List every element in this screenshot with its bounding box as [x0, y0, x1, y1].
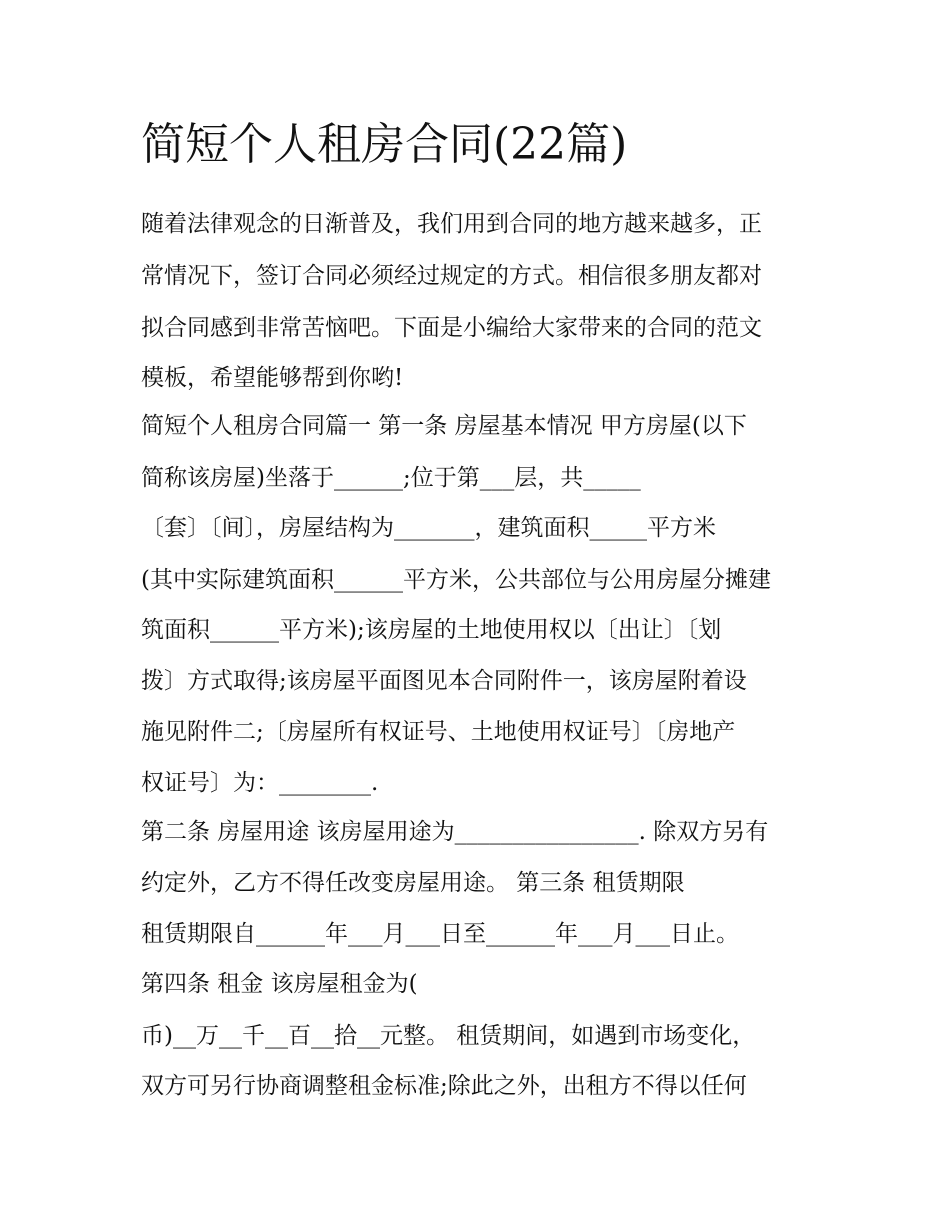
text-line: 权证号〕为：________. [141, 770, 379, 796]
text-line: 双方可另行协商调整租金标准;除此之外，出租方不得以任何 [141, 1073, 747, 1099]
text-line: 〔套〕〔间〕，房屋结构为_______，建筑面积_____平方米 [141, 515, 716, 541]
text-line: 租赁期限自______年___月___日至______年___月___日止。 [141, 921, 739, 947]
text-line: (其中实际建筑面积______平方米，公共部位与公用房屋分摊建 [141, 567, 771, 593]
text-line: 简短个人租房合同篇一 第一条 房屋基本情况 甲方房屋(以下 [141, 413, 747, 439]
text-line: 简称该房屋)坐落于______;位于第___层，共_____ [141, 465, 641, 491]
text-line: 拟合同感到非常苦恼吧。下面是小编给大家带来的合同的范文 [141, 315, 762, 341]
text-line: 施见附件二;〔房屋所有权证号、土地使用权证号〕〔房地产 [141, 719, 736, 745]
text-line: 第四条 租金 该房屋租金为( [141, 971, 418, 997]
text-line: 模板，希望能够帮到你哟! [141, 365, 404, 391]
text-line: 约定外，乙方不得任改变房屋用途。 第三条 租赁期限 [141, 870, 685, 896]
text-line: 拨〕方式取得;该房屋平面图见本合同附件一，该房屋附着设 [141, 668, 747, 694]
document-title: 简短个人租房合同(22篇) [141, 119, 628, 170]
text-line: 常情况下，签订合同必须经过规定的方式。相信很多朋友都对 [141, 263, 762, 289]
text-line: 第二条 房屋用途 该房屋用途为________________. 除双方另有 [141, 819, 769, 845]
text-line: 随着法律观念的日渐普及，我们用到合同的地方越来越多，正 [141, 211, 762, 237]
text-line: 筑面积______平方米);该房屋的土地使用权以〔出让〕〔划 [141, 617, 722, 643]
text-line: 币)__万__千__百__拾__元整。 租赁期间，如遇到市场变化， [141, 1023, 756, 1049]
